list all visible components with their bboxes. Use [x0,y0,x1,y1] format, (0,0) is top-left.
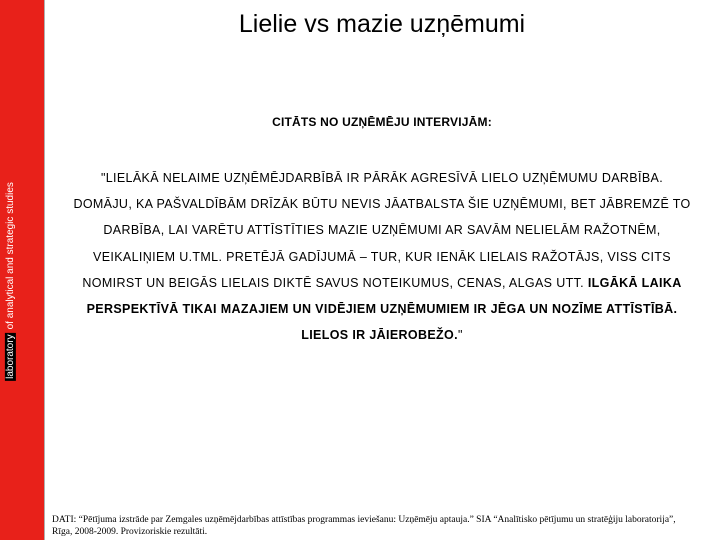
lab-logo-rest: of analytical and strategic studies [4,181,16,329]
lab-logo-label [4,181,16,379]
quote-line: VEIKALIŅIEM U.TML. PRETĒJĀ GADĪJUMĀ – TUR, KUR IENĀK LIELAIS RAŽOTĀJS, VISS CITS [93,249,671,264]
source-note: DATI: “Pētījuma izstrāde par Zemgales uzņēmējdarbības attīstības programmas ieviešanu: Uzņēmēju aptauja.” SIA “Analītisko pētījumu un stratēģiju laboratorija”, Rīga, 2008-2009. Provizoriskie rezultāti. [52,515,676,537]
quote-line: "LIELĀKĀ NELAIME UZŅĒMĒJDARBĪBĀ IR PĀRĀK AGRESĪVĀ LIELO UZŅĒMUMU DARBĪBA. [100,171,664,185]
quote-heading: CITĀTS NO UZŅĒMĒJU INTERVIJĀM: [272,115,492,129]
quote-emphasis: ILGĀKĀ LAIKA [587,275,682,290]
quote-line [44,322,720,348]
quote-emphasis: LIELOS IR JĀIEROBEŽO. [301,328,458,343]
quote-line [44,270,720,296]
lab-logo-word: laboratory [4,333,16,379]
quote-line: DARBĪBA, LAI VARĒTU ATTĪSTĪTIES MAZIE UZŅĒMUMI AR SAVĀM NELIELĀM RAŽOTNĒM, [103,223,661,238]
quote-emphasis: PERSPEKTĪVĀ TIKAI MAZAJIEM UN VIDĒJIEM UZŅĒMUMIEM IR JĒGA UN NOZĪME ATTĪSTĪBĀ. [86,302,678,317]
slide-title: Lielie vs mazie uzņēmumi [238,10,526,38]
quote-block [44,165,720,348]
quote-line [44,296,720,322]
quote-close-mark: " [457,328,463,343]
side-bar [0,0,45,540]
quote-line: DOMĀJU, KA PAŠVALDĪBĀM DRĪZĀK BŪTU NEVIS JĀATBALSTA ŠIE UZŅĒMUMI, BET JĀBREMZĒ TO [73,197,691,212]
quote-text: NOMIRST UN BEIGĀS LIELAIS DIKTĒ SAVUS NOTEIKUMUS, CENAS, ALGAS UTT. [82,275,588,290]
